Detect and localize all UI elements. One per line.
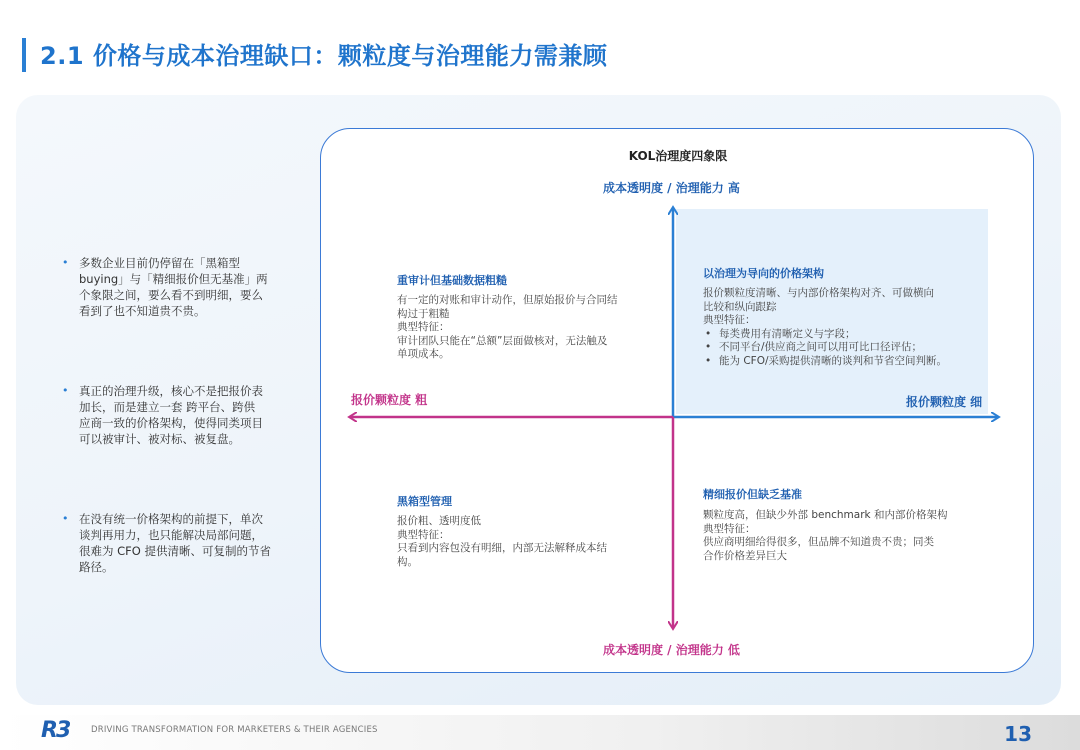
bullet-line: 可以被审计、被对标、被复盘。 (79, 432, 240, 446)
desc-line: 合作价格差异巨大 (703, 549, 787, 562)
bullet-line: • 在没有统一价格架构的前提下，单次 (79, 512, 263, 526)
x-axis-left-label: 报价颗粒度 粗 (351, 393, 428, 407)
desc-line: 只看到内容包没有明细，内部无法解释成本结 (397, 542, 607, 554)
quadrant-top-right-title: 以治理为导向的价格架构 (703, 267, 824, 280)
bullet-line: • 真正的治理升级，核心不是把报价表 (79, 384, 263, 398)
bullet-item (62, 383, 302, 447)
quadrant-bottom-left-desc (397, 515, 657, 569)
quadrant-top-right-desc (703, 287, 988, 368)
quadrant-top-left-desc (397, 294, 657, 362)
desc-line: 审计团队只能在“总额”层面做核对，无法触及 (397, 334, 608, 347)
desc-line: 典型特征： (703, 522, 756, 535)
feature-item: • 能为 CFO/采购提供清晰的谈判和节省空间判断。 (703, 355, 988, 369)
bullet-line: • 多数企业目前仍停留在「黑箱型 (79, 256, 240, 270)
desc-line: 有一定的对账和审计动作，但原始报价与合同结 (397, 294, 618, 306)
quadrant-card (320, 128, 1034, 673)
quadrant-bottom-right-desc (703, 509, 993, 563)
desc-line: 比较和纵向跟踪 (703, 300, 777, 313)
desc-line: 构过于粗糙 (397, 307, 450, 320)
title-accent-bar (22, 38, 26, 72)
desc-line: 典型特征： (397, 528, 450, 541)
quadrant-bottom-left-title: 黑箱型管理 (397, 495, 452, 508)
desc-line: 构。 (397, 555, 418, 568)
bullet-line: buying」与「精细报价但无基准」两 (79, 272, 268, 286)
page-title: 2.1 价格与成本治理缺口：颗粒度与治理能力需兼顾 (40, 42, 608, 70)
desc-line: 报价粗、透明度低 (397, 515, 481, 527)
desc-line: 典型特征： (397, 321, 450, 333)
quadrant-bottom-right-title: 精细报价但缺乏基准 (703, 488, 802, 501)
quadrant-top-left-title: 重审计但基础数据粗糙 (397, 274, 507, 287)
bullet-line: 谈判再用力，也只能解决局部问题， (79, 528, 263, 542)
bullet-item (62, 255, 302, 319)
chart-title: KOL治理度四象限 (628, 149, 728, 163)
bullet-line: 加长，而是建立一套 跨平台、跨供 (79, 400, 256, 414)
bullet-item (62, 511, 302, 575)
bullet-line: 看到了也不知道贵不贵。 (79, 304, 206, 318)
r3-logo: R3 (41, 718, 70, 743)
desc-line: 供应商明细给得很多，但品牌不知道贵不贵；同类 (703, 536, 934, 548)
page-number: 13 (1004, 722, 1032, 746)
bullet-line: 很难为 CFO 提供清晰、可复制的节省 (79, 544, 272, 558)
desc-line: 报价颗粒度清晰、与内部价格架构对齐、可做横向 (703, 287, 934, 299)
footer-tagline: DRIVING TRANSFORMATION FOR MARKETERS & THEIR AGENCIES (91, 725, 378, 735)
feature-item: • 不同平台/供应商之间可以用可比口径评估； (703, 341, 988, 355)
y-axis-bottom-label: 成本透明度 / 治理能力 低 (603, 643, 740, 657)
desc-line: 单项成本。 (397, 348, 450, 360)
x-axis-right-label: 报价颗粒度 细 (906, 395, 983, 409)
bullet-line: 应商一致的价格架构，使得同类项目 (79, 416, 263, 430)
feature-item: • 每类费用有清晰定义与字段； (703, 328, 988, 342)
desc-line: 典型特征： (703, 314, 756, 326)
desc-line: 颗粒度高，但缺少外部 benchmark 和内部价格架构 (703, 509, 948, 521)
bullet-line: 个象限之间，要么看不到明细，要么 (79, 288, 263, 302)
bullet-list (62, 255, 302, 639)
y-axis-top-label: 成本透明度 / 治理能力 高 (603, 181, 740, 195)
feature-list (703, 328, 988, 369)
bullet-line: 路径。 (79, 560, 114, 574)
